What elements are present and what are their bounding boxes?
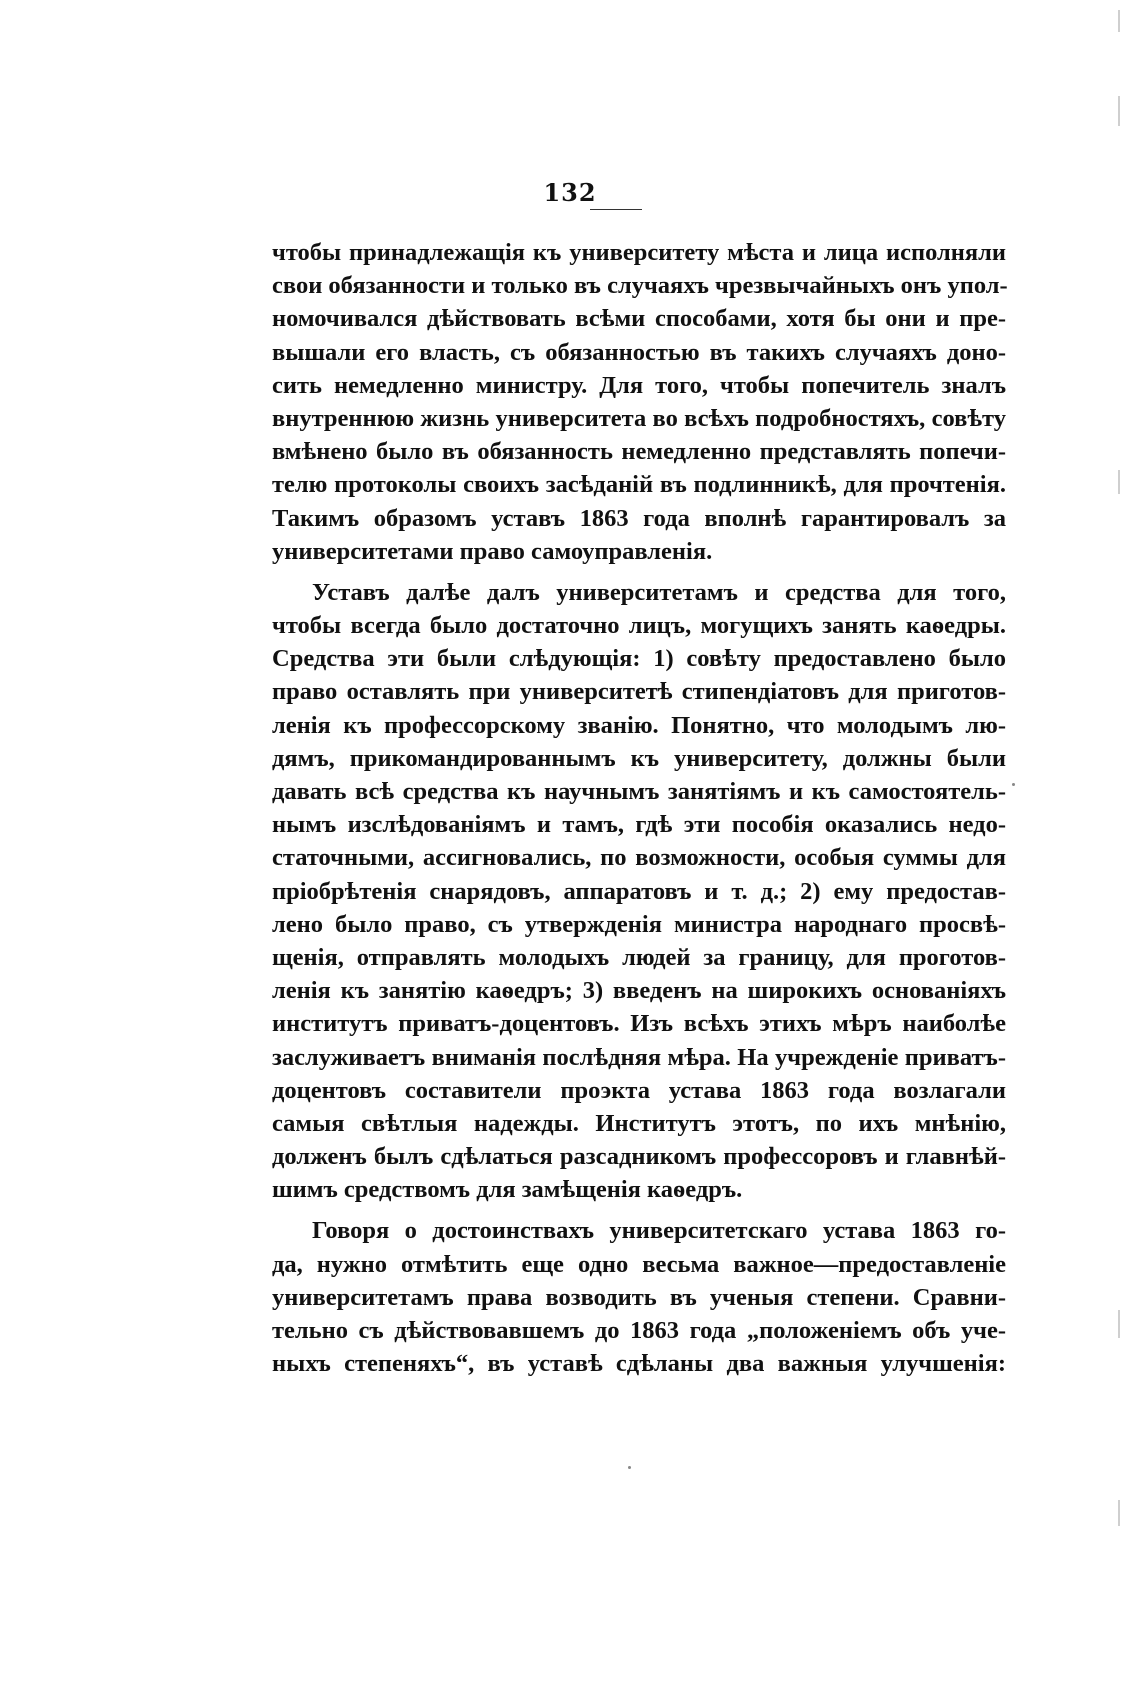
text-line: лено было право, съ утвержденія министра народнаго просвѣ- bbox=[272, 910, 1006, 938]
text-line: нымъ изслѣдованіямъ и тамъ, гдѣ эти пособія оказались недо- bbox=[272, 811, 1006, 839]
scan-edge-mark bbox=[1118, 1500, 1120, 1526]
text-line: самыя свѣтлыя надежды. Институтъ этотъ, по ихъ мнѣнію, bbox=[272, 1109, 1006, 1137]
text-line: давать всѣ средства къ научнымъ занятіямъ и къ самостоятель- bbox=[272, 778, 1006, 805]
text-line: Говоря о достоинствахъ университетскаго устава 1863 го- bbox=[312, 1217, 1006, 1245]
text-line: ныхъ степеняхъ“, въ уставѣ сдѣланы два важныя улучшенія: bbox=[272, 1350, 1006, 1378]
text-line: право оставлять при университетѣ стипендіатовъ для приготов- bbox=[272, 678, 1006, 706]
text-line: университетамъ права возводить въ ученыя степени. Сравни- bbox=[272, 1283, 1006, 1311]
text-line: институтъ приватъ-доцентовъ. Изъ всѣхъ этихъ мѣръ наиболѣе bbox=[272, 1010, 1006, 1038]
text-line: чтобы принадлежащія къ университету мѣста и лица исполняли bbox=[272, 239, 1006, 266]
paragraph-gap bbox=[272, 1206, 1006, 1214]
text-line: ленія къ профессорскому званію. Понятно, что молодымъ лю- bbox=[272, 711, 1006, 739]
scan-edge-mark bbox=[1118, 1310, 1120, 1338]
text-line: чтобы всегда было достаточно лицъ, могущихъ занять каѳедры. bbox=[272, 612, 1006, 640]
text-line: свои обязанности и только въ случаяхъ чрезвычайныхъ онъ упол- bbox=[272, 272, 1008, 300]
text-line: сить немедленно министру. Для того, чтобы попечитель зналъ bbox=[272, 371, 1006, 399]
text-line: ленія къ занятію каѳедръ; 3) введенъ на широкихъ основаніяхъ bbox=[272, 977, 1006, 1005]
text-line: вышали его власть, съ обязанностью въ такихъ случаяхъ доно- bbox=[272, 338, 1006, 366]
text-line: университетами право самоуправленія. bbox=[272, 537, 713, 565]
page-number-underline bbox=[590, 209, 642, 210]
scan-edge-mark bbox=[1118, 10, 1120, 32]
text-line: номочивался дѣйствовать всѣми способами, хотя бы они и пре- bbox=[272, 305, 1006, 333]
text-line: Такимъ образомъ уставъ 1863 года вполнѣ гарантировалъ за bbox=[272, 504, 1006, 532]
page-number: 132 bbox=[543, 178, 597, 207]
text-line: Средства эти были слѣдующія: 1) совѣту предоставлено было bbox=[272, 645, 1006, 673]
text-line: вмѣнено было въ обязанность немедленно представлять попечи- bbox=[272, 438, 1006, 466]
text-line: дямъ, прикомандированнымъ къ университету, должны были bbox=[272, 744, 1006, 772]
scan-speck bbox=[1012, 783, 1015, 786]
text-line: долженъ былъ сдѣлаться разсадникомъ профессоровъ и главнѣй- bbox=[272, 1143, 1006, 1171]
text-line: шимъ средствомъ для замѣщенія каѳедръ. bbox=[272, 1176, 743, 1204]
scan-edge-mark bbox=[1118, 96, 1120, 126]
scan-edge-mark bbox=[1118, 470, 1120, 494]
paragraph-gap bbox=[272, 568, 1006, 576]
text-line: внутреннюю жизнь университета во всѣхъ подробностяхъ, совѣту bbox=[272, 404, 1006, 432]
text-line: щенія, отправлять молодыхъ людей за границу, для проготов- bbox=[272, 943, 1006, 971]
text-line: статочными, ассигновались, по возможности, особыя суммы для bbox=[272, 844, 1006, 872]
text-line: Уставъ далѣе далъ университетамъ и средства для того, bbox=[312, 578, 1006, 606]
scan-speck bbox=[628, 1466, 631, 1469]
text-line: тельно съ дѣйствовавшемъ до 1863 года „положеніемъ объ уче- bbox=[272, 1317, 1006, 1344]
text-line: доцентовъ составители проэкта устава 1863 года возлагали bbox=[272, 1076, 1006, 1104]
text-line: телю протоколы своихъ засѣданій въ подлинникѣ, для прочтенія. bbox=[272, 471, 1006, 499]
body-text bbox=[272, 236, 1006, 1380]
text-line: да, нужно отмѣтить еще одно весьма важное—предоставленіе bbox=[272, 1250, 1006, 1278]
text-line: пріобрѣтенія снарядовъ, аппаратовъ и т. д.; 2) ему предостав- bbox=[272, 877, 1006, 905]
text-line: заслуживаетъ вниманія послѣдняя мѣра. На учрежденіе приватъ- bbox=[272, 1043, 1006, 1071]
